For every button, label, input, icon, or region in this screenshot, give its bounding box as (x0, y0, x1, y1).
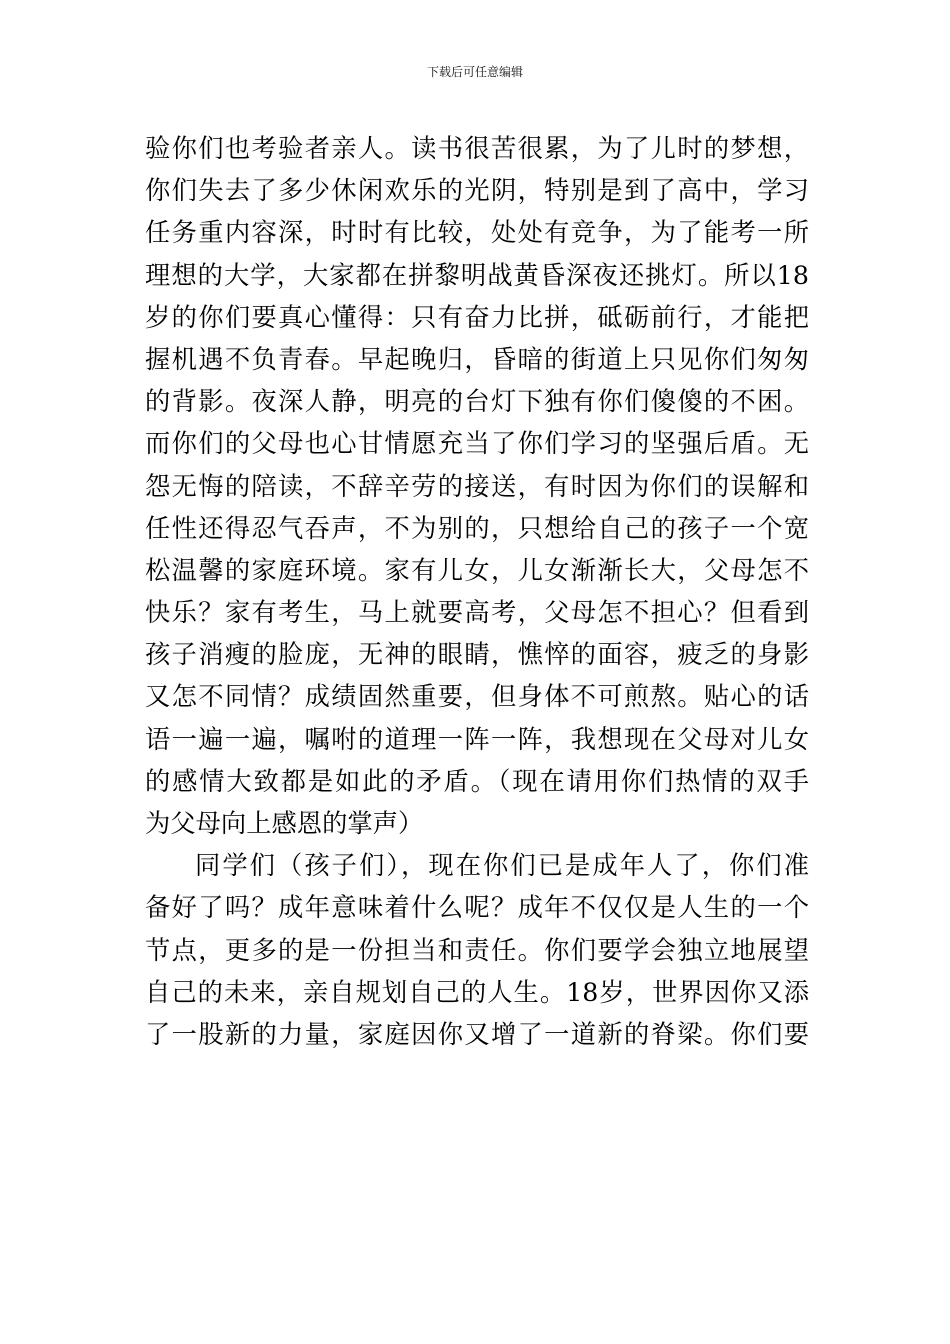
text-line: 为父母向上感恩的掌声） (145, 809, 424, 838)
text-line: 松温馨的家庭环境。家有儿女，儿女渐渐长大，父母怎不 (145, 555, 809, 585)
text-line: 岁的你们要真心懂得：只有奋力比拼，砥砺前行，才能把 (145, 302, 809, 332)
text-line: 快乐？家有考生，马上就要高考，父母怎不担心？但看到 (145, 598, 809, 628)
text-line: 握机遇不负青春。早起晚归，昏暗的街道上只见你们匆匆 (145, 344, 809, 374)
text-line: 的感情大致都是如此的矛盾。（现在请用你们热情的双手 (145, 766, 809, 796)
text-line: 备好了吗？成年意味着什么呢？成年不仅仅是人生的一个 (145, 893, 809, 923)
text-line: 怨无悔的陪读，不辞辛劳的接送，有时因为你们的误解和 (145, 471, 809, 501)
text-line: 了一股新的力量，家庭因你又增了一道新的脊梁。你们要 (145, 1019, 809, 1049)
text-line: 节点，更多的是一份担当和责任。你们要学会独立地展望 (145, 935, 809, 965)
text-line-paragraph-start: 同学们（孩子们），现在你们已是成年人了，你们准 (195, 851, 809, 881)
text-line: 你们失去了多少休闲欢乐的光阴，特别是到了高中，学习 (145, 176, 809, 206)
text-line: 而你们的父母也心甘情愿充当了你们学习的坚强后盾。无 (145, 429, 809, 459)
text-line: 任务重内容深，时时有比较，处处有竞争，为了能考一所 (145, 218, 809, 248)
text-line: 的背影。夜深人静，明亮的台灯下独有你们傻傻的不困。 (145, 387, 809, 417)
text-line: 验你们也考验者亲人。读书很苦很累，为了儿时的梦想， (145, 134, 809, 163)
document-body (145, 128, 809, 1056)
text-line: 理想的大学，大家都在拼黎明战黄昏深夜还挑灯。所以18 (145, 260, 809, 290)
page-header: 下载后可任意编辑 (426, 65, 523, 79)
text-line: 又怎不同情？成绩固然重要，但身体不可煎熬。贴心的话 (145, 682, 809, 712)
text-line: 自己的未来，亲自规划自己的人生。18岁，世界因你又添 (145, 977, 809, 1007)
text-line: 任性还得忍气吞声，不为别的，只想给自己的孩子一个宽 (145, 513, 809, 543)
text-line: 孩子消瘦的脸庞，无神的眼睛，憔悴的面容，疲乏的身影 (145, 640, 809, 670)
text-line: 语一遍一遍，嘱咐的道理一阵一阵，我想现在父母对儿女 (145, 724, 809, 754)
